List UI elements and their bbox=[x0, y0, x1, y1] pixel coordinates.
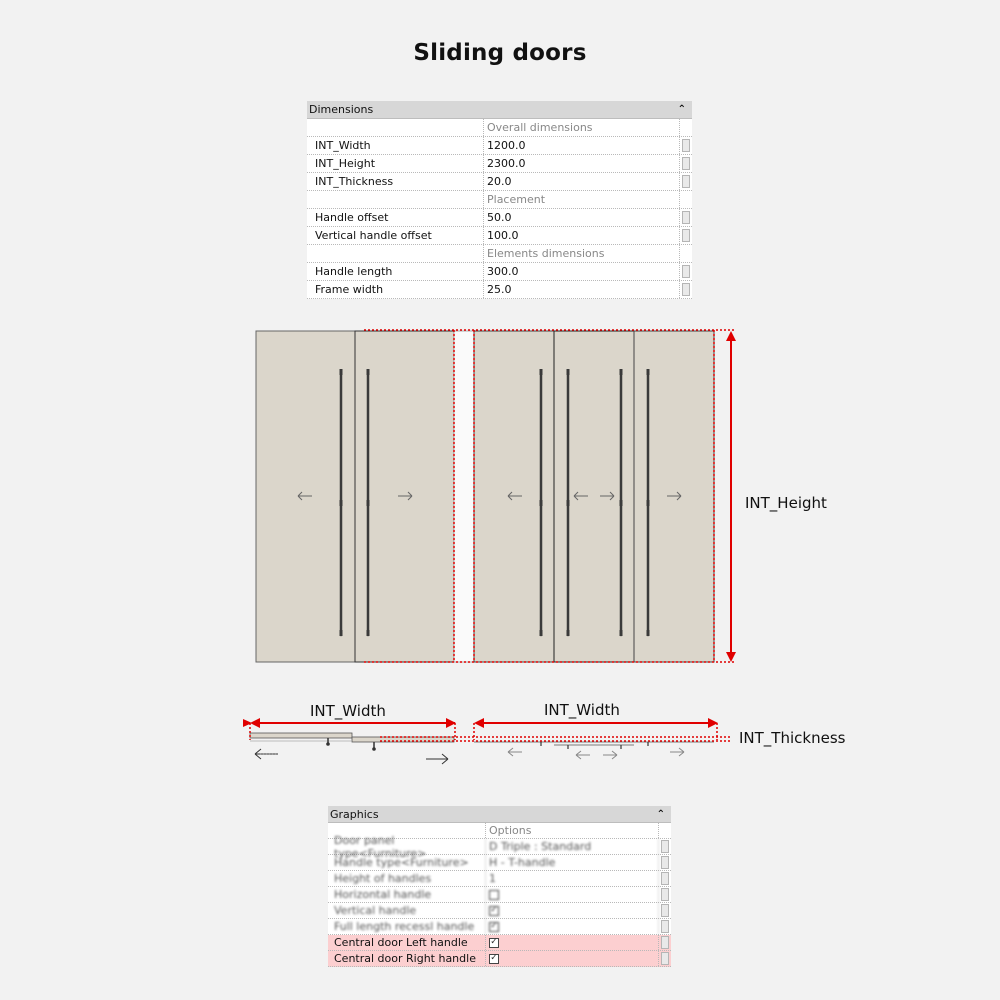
int-height-label: INT_Height bbox=[745, 494, 827, 512]
property-label: Height of handles bbox=[328, 871, 486, 886]
property-label: INT_Thickness bbox=[307, 173, 484, 190]
associate-parameter-button[interactable] bbox=[661, 856, 669, 869]
property-label: Handle length bbox=[307, 263, 484, 280]
property-associate-cell[interactable] bbox=[659, 855, 670, 870]
property-associate-cell[interactable] bbox=[659, 935, 670, 950]
property-associate-cell[interactable] bbox=[659, 903, 670, 918]
property-associate-cell bbox=[659, 823, 670, 838]
associate-parameter-button[interactable] bbox=[661, 920, 669, 933]
plan-view bbox=[250, 723, 732, 764]
property-value[interactable]: 2300.0 bbox=[484, 155, 680, 172]
int-width-left-label: INT_Width bbox=[310, 702, 386, 720]
property-associate-cell[interactable] bbox=[659, 839, 670, 854]
unchecked-checkbox-icon[interactable] bbox=[489, 890, 499, 900]
property-label: Door panel type<Furniture> bbox=[328, 839, 486, 854]
property-label: INT_Width bbox=[307, 137, 484, 154]
page-title: Sliding doors bbox=[413, 40, 587, 66]
property-row[interactable] bbox=[328, 871, 671, 887]
property-label: Horizontal handle bbox=[328, 887, 486, 902]
property-label: Frame width bbox=[307, 281, 484, 298]
property-value[interactable]: 300.0 bbox=[484, 263, 680, 280]
property-associate-cell[interactable] bbox=[659, 871, 670, 886]
property-group-label: Elements dimensions bbox=[484, 245, 680, 262]
property-value[interactable]: 20.0 bbox=[484, 173, 680, 190]
property-group-label: Placement bbox=[484, 191, 680, 208]
property-checkbox-cell[interactable] bbox=[486, 935, 659, 950]
property-value[interactable]: 1200.0 bbox=[484, 137, 680, 154]
property-row[interactable] bbox=[328, 935, 671, 951]
property-checkbox-cell[interactable] bbox=[486, 919, 659, 934]
property-row[interactable] bbox=[328, 919, 671, 935]
property-label: Vertical handle bbox=[328, 903, 486, 918]
property-row[interactable] bbox=[328, 855, 671, 871]
graphics-header[interactable] bbox=[328, 806, 671, 823]
int-thickness-label: INT_Thickness bbox=[739, 729, 846, 747]
property-label: Central door Right handle bbox=[328, 951, 486, 966]
property-value[interactable]: 100.0 bbox=[484, 227, 680, 244]
checked-checkbox-icon[interactable]: ✓ bbox=[490, 953, 498, 963]
property-checkbox-cell[interactable] bbox=[486, 903, 659, 918]
property-group-label: Overall dimensions bbox=[484, 119, 680, 136]
property-value[interactable]: 25.0 bbox=[484, 281, 680, 298]
property-checkbox-cell[interactable] bbox=[486, 887, 659, 902]
property-value[interactable]: 50.0 bbox=[484, 209, 680, 226]
checked-checkbox-icon[interactable]: ✓ bbox=[490, 921, 498, 931]
property-value[interactable]: H - T-handle bbox=[486, 855, 659, 870]
property-label: Handle offset bbox=[307, 209, 484, 226]
graphics-header-label: Graphics bbox=[330, 807, 379, 821]
collapse-chevron-icon[interactable]: ⌃ bbox=[656, 808, 665, 820]
property-group-label: Options bbox=[486, 823, 659, 838]
property-value[interactable]: 1 bbox=[486, 871, 659, 886]
checked-checkbox-icon[interactable]: ✓ bbox=[490, 905, 498, 915]
property-label: Vertical handle offset bbox=[307, 227, 484, 244]
collapse-chevron-icon[interactable]: ⌃ bbox=[677, 104, 686, 115]
property-label: INT_Height bbox=[307, 155, 484, 172]
associate-parameter-button[interactable] bbox=[661, 888, 669, 901]
property-value[interactable]: D Triple : Standard bbox=[486, 839, 659, 854]
property-label: Central door Left handle bbox=[328, 935, 486, 950]
property-label: Handle type<Furniture> bbox=[328, 855, 486, 870]
checked-checkbox-icon[interactable]: ✓ bbox=[490, 937, 498, 947]
property-associate-cell[interactable] bbox=[659, 919, 670, 934]
associate-parameter-button[interactable] bbox=[661, 840, 669, 853]
associate-parameter-button[interactable] bbox=[661, 936, 669, 949]
property-label: Full length recessl handle bbox=[328, 919, 486, 934]
associate-parameter-button[interactable] bbox=[661, 952, 669, 965]
dimensions-header-label: Dimensions bbox=[309, 103, 374, 116]
property-row[interactable] bbox=[328, 887, 671, 903]
associate-parameter-button[interactable] bbox=[661, 904, 669, 917]
graphics-properties-panel bbox=[328, 806, 671, 967]
property-associate-cell[interactable] bbox=[659, 951, 670, 966]
associate-parameter-button[interactable] bbox=[661, 872, 669, 885]
int-width-right-label: INT_Width bbox=[544, 701, 620, 719]
property-row[interactable] bbox=[328, 903, 671, 919]
property-row[interactable] bbox=[328, 951, 671, 967]
property-checkbox-cell[interactable] bbox=[486, 951, 659, 966]
property-associate-cell[interactable] bbox=[659, 887, 670, 902]
property-row[interactable] bbox=[328, 833, 671, 860]
